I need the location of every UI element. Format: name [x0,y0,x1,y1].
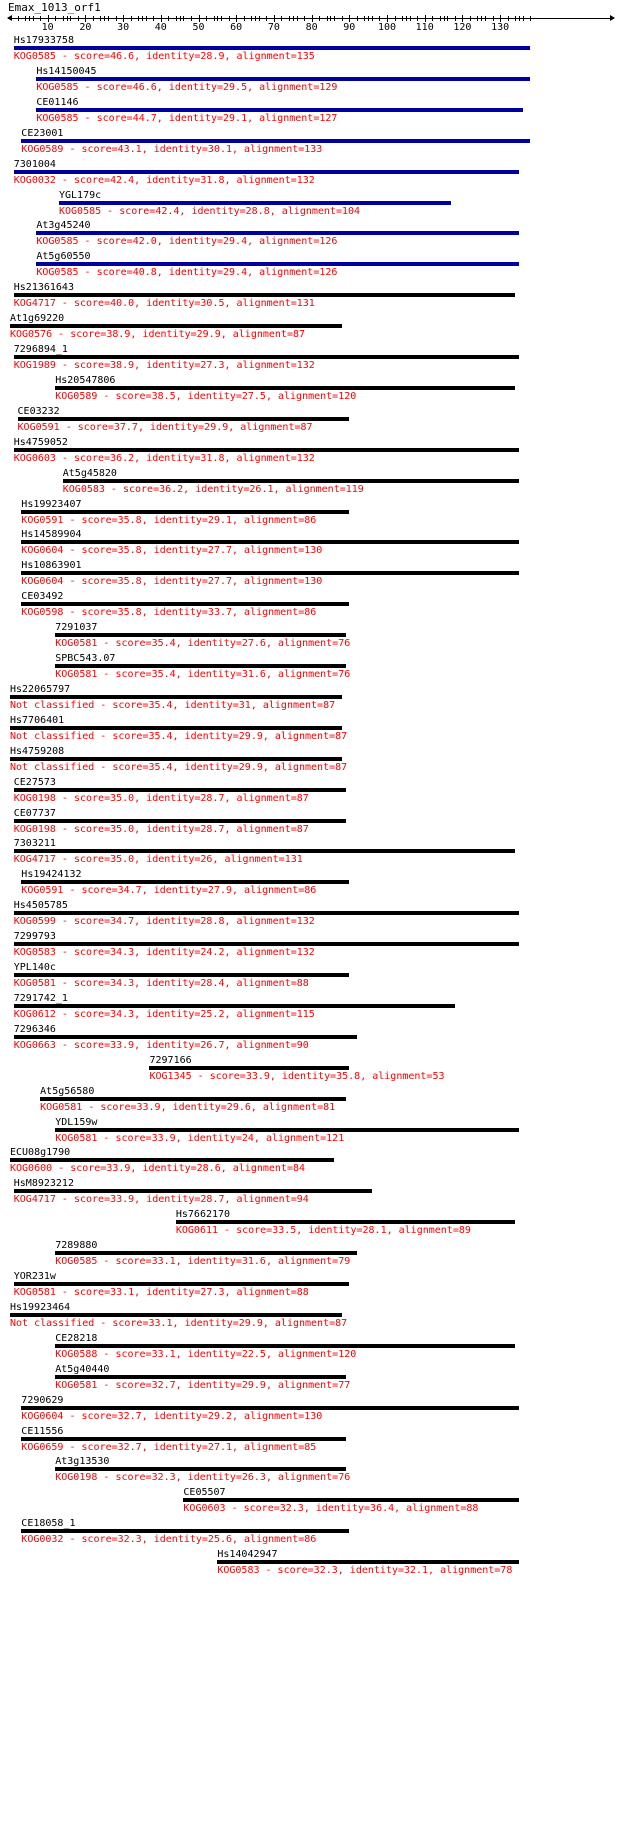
hit-description: KOG0585 - score=42.0, identity=29.4, alignment=126 [36,236,338,248]
axis-tick [312,15,313,22]
axis-tick-label: 30 [117,22,130,33]
axis-tick [500,15,501,22]
hit-alignment-bar[interactable] [55,1251,357,1255]
hit-description: KOG0581 - score=35.4, identity=27.6, alignment=76 [55,638,351,650]
axis-tick [138,16,139,21]
hit-alignment-bar[interactable] [40,1097,345,1101]
axis-tick [146,16,147,21]
hit-name[interactable]: 7290629 [21,1394,64,1406]
hit-name[interactable]: 7291742_1 [13,992,68,1004]
hit-description: KOG4717 - score=35.0, identity=26, alignment=131 [13,854,303,866]
hit-description: KOG0581 - score=33.9, identity=29.6, alignment=81 [40,1101,336,1113]
query-title: Emax_1013_orf1 [8,1,101,14]
hit-alignment-bar[interactable] [183,1498,519,1502]
axis-tick [206,16,207,21]
hit-name[interactable]: Hs4759208 [10,745,65,757]
hit-alignment-bar[interactable] [14,819,346,823]
hit-name[interactable]: At5g40440 [55,1363,110,1375]
hit-name[interactable]: CE28218 [55,1332,98,1344]
axis-tick [515,16,516,21]
axis-tick-label: 80 [305,22,318,33]
axis-tick-label: 70 [267,22,280,33]
axis-tick [100,16,101,21]
axis-tick-label: 110 [415,22,434,33]
hit-description: KOG0585 - score=46.6, identity=29.5, alignment=129 [36,81,338,93]
axis-tick [395,16,396,21]
axis-tick [293,16,294,21]
axis-tick [33,16,34,21]
hit-name[interactable]: CE03492 [21,591,64,603]
hit-alignment-bar[interactable] [14,1282,350,1286]
hit-alignment-bar[interactable] [55,386,515,390]
axis-tick [153,16,154,21]
hit-alignment-bar[interactable] [14,293,515,297]
hit-description: KOG0659 - score=32.7, identity=27.1, alignment=85 [21,1441,317,1453]
axis-tick [477,16,478,21]
axis-tick [183,16,184,21]
axis-tick [281,16,282,21]
hit-alignment-bar[interactable] [10,1158,334,1162]
hit-name[interactable]: Hs22065797 [10,683,71,695]
axis-tick [161,15,162,22]
axis-tick [493,16,494,21]
axis-tick-label: 50 [192,22,205,33]
hit-description: KOG0589 - score=43.1, identity=30.1, alignment=133 [21,143,323,155]
axis-tick [259,16,260,21]
axis-tick-label: 40 [154,22,167,33]
hit-description: KOG0612 - score=34.3, identity=25.2, alignment=115 [13,1008,315,1020]
hit-alignment-bar[interactable] [21,571,519,575]
position-axis [8,12,620,32]
axis-tick [29,16,30,21]
hit-name[interactable]: YOR231w [13,1271,56,1282]
axis-tick [217,16,218,21]
hit-alignment-bar[interactable] [14,942,519,946]
hit-name[interactable]: Hs14589904 [21,529,82,541]
axis-tick [523,16,524,21]
hit-name[interactable]: At5g45820 [62,467,117,479]
axis-tick [519,16,520,21]
axis-tick [319,16,320,21]
hit-name[interactable]: 7297166 [149,1054,192,1066]
hit-alignment-bar[interactable] [55,1467,345,1471]
hit-description: KOG0591 - score=34.7, identity=27.9, alignment=86 [21,885,317,897]
hit-name[interactable]: At5g60550 [36,251,91,263]
hit-description: KOG0604 - score=35.8, identity=27.7, alignment=130 [21,545,323,557]
axis-tick [387,15,388,22]
hit-description: KOG0583 - score=32.3, identity=32.1, alignment=78 [217,1565,513,1577]
hit-alignment-bar[interactable] [21,1437,345,1441]
axis-tick [123,15,124,22]
hit-name[interactable]: SPBC543.07 [55,653,116,664]
hit-alignment-bar[interactable] [36,77,530,81]
hit-alignment-bar[interactable] [14,788,346,792]
axis-tick [274,15,275,22]
hit-name[interactable]: Hs4759052 [13,436,68,448]
hit-description: Not classified - score=35.4, identity=29.9, alignment=87 [10,761,348,773]
hit-name[interactable]: CE27573 [13,776,56,788]
hit-description: KOG0032 - score=32.3, identity=25.6, alignment=86 [21,1534,317,1546]
axis-tick [342,16,343,21]
axis-tick-label: 60 [230,22,243,33]
hit-alignment-bar[interactable] [21,540,519,544]
axis-tick [131,16,132,21]
axis-tick [304,16,305,21]
hit-description: KOG0663 - score=33.9, identity=26.7, alignment=90 [13,1039,309,1051]
hit-alignment-bar[interactable] [21,510,349,514]
hit-name[interactable]: ECU08g1790 [10,1147,71,1159]
hit-description: KOG0604 - score=35.8, identity=27.7, alignment=130 [21,576,323,588]
hit-name[interactable]: 7296894_1 [13,344,68,355]
hit-description: KOG0581 - score=34.3, identity=28.4, alignment=88 [13,978,309,989]
axis-tick [406,16,407,21]
axis-tick [55,16,56,21]
hit-name[interactable]: YDL159w [55,1116,98,1128]
hit-description: KOG0585 - score=42.4, identity=28.8, alignment=104 [59,205,361,217]
hit-name[interactable]: Hs10863901 [21,560,82,572]
hit-alignment-bar[interactable] [55,1344,515,1348]
axis-tick [221,16,222,21]
axis-tick [297,16,298,21]
hit-alignment-bar[interactable] [10,726,342,730]
hit-description: Not classified - score=33.1, identity=29.9, alignment=87 [10,1317,348,1329]
hit-description: KOG4717 - score=33.9, identity=28.7, alignment=94 [13,1194,309,1206]
hit-name[interactable]: CE03232 [17,405,60,417]
axis-tick [485,16,486,21]
hit-description: KOG1989 - score=38.9, identity=27.3, alignment=132 [13,360,315,371]
hit-alignment-bar[interactable] [14,355,519,359]
axis-tick [255,16,256,21]
hit-alignment-bar[interactable] [63,479,519,483]
axis-tick [357,16,358,21]
hit-description: KOG0598 - score=35.8, identity=33.7, alignment=86 [21,607,317,619]
hit-name[interactable]: CE01146 [36,96,79,108]
hit-description: KOG0591 - score=35.8, identity=29.1, alignment=86 [21,514,317,526]
axis-tick [168,16,169,21]
hit-alignment-bar[interactable] [36,262,519,266]
axis-tick [364,16,365,21]
hit-alignment-bar[interactable] [14,46,530,50]
hit-description: KOG4717 - score=40.0, identity=30.5, alignment=131 [13,298,315,310]
hit-alignment-bar[interactable] [21,880,349,884]
hit-alignment-bar[interactable] [14,1004,455,1008]
hit-name[interactable]: 7299793 [13,931,56,943]
axis-tick [470,16,471,21]
hit-alignment-bar[interactable] [14,1035,357,1039]
hit-name[interactable]: 7296346 [13,1023,56,1035]
axis-tick [410,16,411,21]
hit-alignment-bar[interactable] [21,1529,349,1533]
axis-tick [425,15,426,22]
hit-alignment-bar[interactable] [176,1220,515,1224]
hit-name[interactable]: At5g56580 [40,1085,95,1097]
axis-tick [214,16,215,21]
hit-name[interactable]: Hs19424132 [21,869,82,881]
hit-description: KOG0576 - score=38.9, identity=29.9, alignment=87 [10,329,306,341]
hit-description: KOG0198 - score=32.3, identity=26.3, alignment=76 [55,1472,351,1484]
hit-alignment-bar[interactable] [21,1406,519,1410]
hit-name[interactable]: Hs21361643 [13,282,74,294]
hit-description: KOG0585 - score=44.7, identity=29.1, alignment=127 [36,112,338,124]
axis-tick [25,16,26,21]
axis-tick [176,16,177,21]
axis-tick [402,16,403,21]
axis-tick [372,16,373,21]
hit-description: KOG0581 - score=33.1, identity=27.3, alignment=88 [13,1287,309,1298]
hit-name[interactable]: Hs19923407 [21,498,82,510]
hit-alignment-bar[interactable] [14,448,519,452]
hit-alignment-bar[interactable] [21,602,349,606]
axis-tick [417,16,418,21]
hit-name[interactable]: At3g13530 [55,1456,110,1468]
hit-description: KOG0591 - score=37.7, identity=29.9, alignment=87 [17,421,313,433]
hit-alignment-bar[interactable] [36,108,522,112]
hit-description: KOG0603 - score=36.2, identity=31.8, alignment=132 [13,452,315,464]
hit-name[interactable]: 7301004 [13,158,56,170]
hit-description: Not classified - score=35.4, identity=31, alignment=87 [10,699,336,711]
hit-alignment-bar[interactable] [55,633,345,637]
hit-name[interactable]: CE05507 [183,1487,226,1499]
axis-tick [67,16,68,21]
axis-tick [40,16,41,21]
hit-name[interactable]: Hs7706401 [10,714,65,726]
axis-tick [180,16,181,21]
hit-description: Not classified - score=35.4, identity=29.9, alignment=87 [10,730,348,742]
hit-description: KOG0583 - score=34.3, identity=24.2, alignment=132 [13,947,315,959]
axis-tick [93,16,94,21]
hit-alignment-bar[interactable] [55,1128,519,1132]
hit-description: KOG0603 - score=32.3, identity=36.4, alignment=88 [183,1503,479,1515]
hit-description: KOG0588 - score=33.1, identity=22.5, alignment=120 [55,1348,357,1360]
axis-tick [334,16,335,21]
hit-description: KOG0611 - score=33.5, identity=28.1, alignment=89 [175,1225,471,1237]
axis-tick-label: 120 [453,22,472,33]
axis-tick [244,16,245,21]
axis-tick [330,16,331,21]
axis-tick-label: 130 [491,22,510,33]
axis-tick-label: 10 [41,22,54,33]
axis-tick [266,16,267,21]
hit-alignment-bar[interactable] [149,1066,349,1070]
hit-alignment-bar[interactable] [14,849,515,853]
axis-tick [85,15,86,22]
hit-description: KOG0581 - score=33.9, identity=24, alignment=121 [55,1132,345,1144]
hit-description: KOG0585 - score=33.1, identity=31.6, alignment=79 [55,1256,351,1268]
hit-name[interactable]: At3g45240 [36,220,91,232]
axis-tick [379,16,380,21]
hit-description: KOG0599 - score=34.7, identity=28.8, alignment=132 [13,916,315,928]
axis-tick [116,16,117,21]
hit-alignment-bar[interactable] [10,757,342,761]
hit-alignment-bar[interactable] [36,231,519,235]
hit-alignment-bar[interactable] [14,1189,372,1193]
hit-name[interactable]: 7303211 [13,838,56,850]
axis-tick-label: 90 [343,22,356,33]
hit-alignment-bar[interactable] [21,139,530,143]
hit-name[interactable]: Hs14042947 [217,1549,278,1561]
axis-tick [199,15,200,22]
axis-tick-label: 20 [79,22,92,33]
axis-tick [78,16,79,21]
hit-description: KOG0032 - score=42.4, identity=31.8, alignment=132 [13,174,315,186]
hit-name[interactable]: Hs20547806 [55,374,116,386]
axis-tick [432,16,433,21]
hit-alignment-bar[interactable] [14,170,519,174]
axis-right-arrow-icon [610,15,615,21]
hit-alignment-bar[interactable] [59,201,451,205]
axis-tick [447,16,448,21]
axis-tick-label: 100 [377,22,397,33]
hit-description: KOG0589 - score=38.5, identity=27.5, alignment=120 [55,390,357,402]
axis-tick [481,16,482,21]
hit-alignment-bar[interactable] [10,695,342,699]
hit-name[interactable]: CE18058_1 [21,1518,76,1530]
hit-name[interactable]: 7291037 [55,622,98,634]
axis-tick [455,16,456,21]
hit-name[interactable]: Hs7662170 [175,1209,231,1221]
hit-name[interactable]: CE23001 [21,127,64,139]
hit-description: KOG0600 - score=33.9, identity=28.6, alignment=84 [10,1163,306,1175]
hit-description: KOG0585 - score=46.6, identity=28.9, alignment=135 [13,51,315,62]
axis-tick [108,16,109,21]
axis-tick [70,16,71,21]
axis-tick [327,16,328,21]
axis-tick [63,16,64,21]
axis-tick [508,16,509,21]
hit-name[interactable]: CE07737 [13,807,56,819]
axis-tick [251,16,252,21]
hit-name[interactable]: YGL179c [59,189,102,201]
axis-tick [440,16,441,21]
hit-description: KOG0198 - score=35.0, identity=28.7, alignment=87 [13,823,309,835]
hit-description: KOG0581 - score=35.4, identity=31.6, alignment=76 [55,669,351,680]
hit-name[interactable]: HsM8923212 [13,1178,74,1190]
hit-name[interactable]: Hs17933758 [13,35,74,46]
hit-description: KOG0198 - score=35.0, identity=28.7, alignment=87 [13,792,309,804]
axis-tick [229,16,230,21]
axis-tick [48,15,49,22]
axis-tick [349,15,350,22]
axis-tick [289,16,290,21]
hit-alignment-bar[interactable] [14,911,519,915]
axis-tick [142,16,143,21]
axis-tick [444,16,445,21]
hit-name[interactable]: Hs19923464 [10,1301,71,1313]
axis-tick [530,16,531,21]
axis-tick [191,16,192,21]
hit-name[interactable]: 7289880 [55,1240,98,1252]
hit-alignment-bar[interactable] [18,417,350,421]
hit-alignment-bar[interactable] [55,664,345,668]
hit-description: KOG0585 - score=40.8, identity=29.4, alignment=126 [36,267,338,279]
axis-tick [236,15,237,22]
hit-alignment-bar[interactable] [14,973,350,977]
hit-description: KOG1345 - score=33.9, identity=35.8, alignment=53 [149,1070,445,1082]
hit-alignment-bar[interactable] [217,1560,519,1564]
hit-description: KOG0581 - score=32.7, identity=29.9, alignment=77 [55,1379,351,1391]
hit-name[interactable]: At1g69220 [10,313,65,325]
hit-alignment-bar[interactable] [55,1375,345,1379]
hit-description: KOG0583 - score=36.2, identity=26.1, alignment=119 [62,483,364,495]
hit-alignment-bar[interactable] [10,1313,342,1317]
hit-name[interactable]: Hs4505785 [13,900,68,912]
hit-name[interactable]: Hs14150045 [36,65,97,77]
axis-tick [104,16,105,21]
axis-tick [462,15,463,22]
hit-description: KOG0604 - score=32.7, identity=29.2, alignment=130 [21,1410,323,1422]
axis-tick [18,16,19,21]
hit-name[interactable]: CE11556 [21,1425,64,1437]
hit-alignment-bar[interactable] [10,324,342,328]
axis-tick [368,16,369,21]
hit-name[interactable]: YPL140c [13,962,56,973]
